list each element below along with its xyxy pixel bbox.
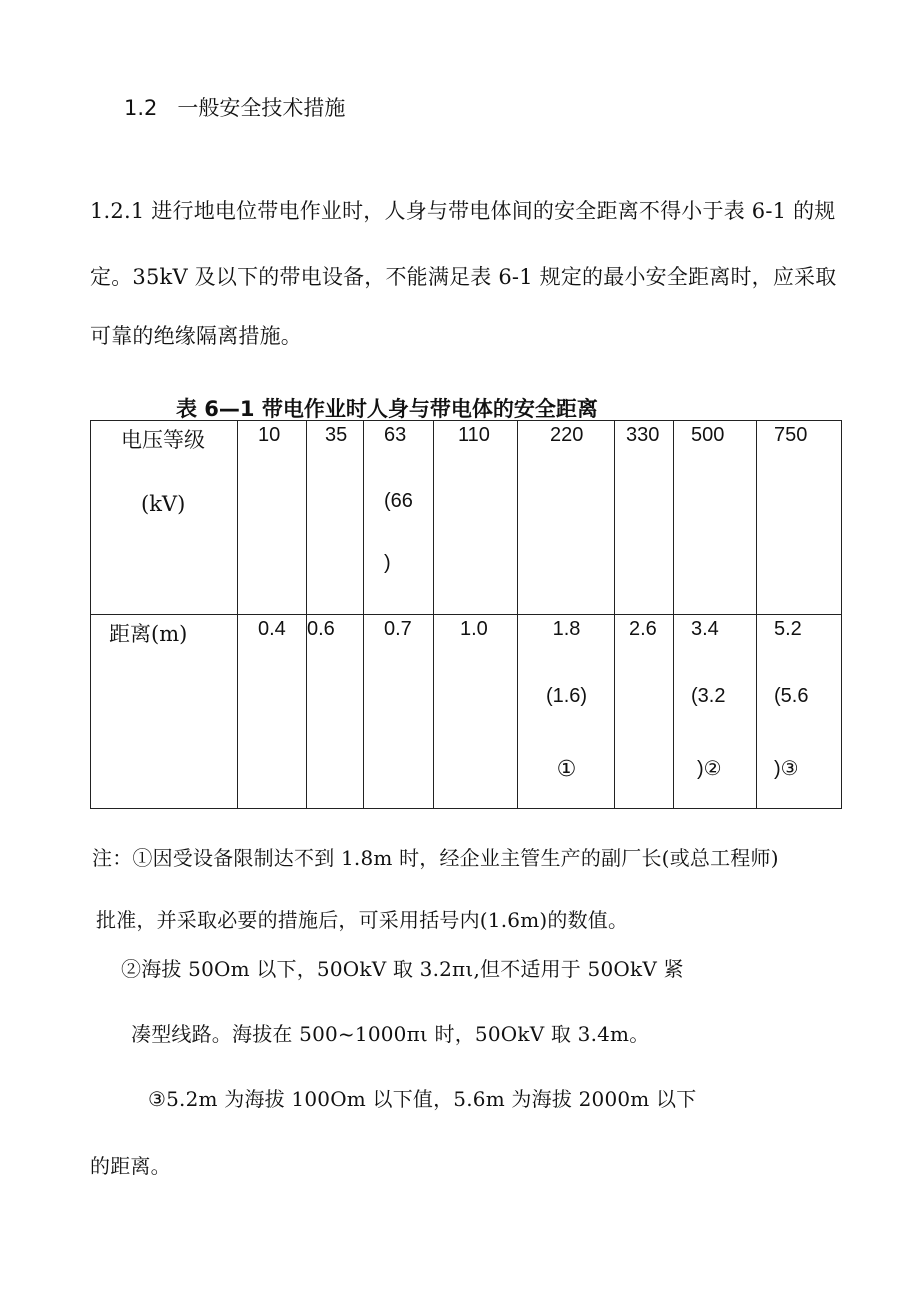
voltage-cell: [674, 421, 757, 615]
voltage-value: 110: [458, 424, 490, 446]
voltage-value: 63: [384, 424, 407, 446]
voltage-value: 10: [258, 424, 281, 446]
note-1-line-1: 注：①因受设备限制达不到 1.8m 时，经企业主管生产的副厂长(或总工程师): [92, 846, 779, 870]
distance-cell: [434, 615, 518, 809]
voltage-label-cell: [91, 421, 238, 615]
voltage-row: [91, 421, 842, 615]
distance-value-alt: (1.6): [545, 685, 588, 707]
distance-value: 2.6: [629, 618, 657, 640]
table-caption: 表 6—1 带电作业时人身与带电体的安全距离: [176, 397, 598, 421]
section-title: 一般安全技术措施: [177, 96, 346, 120]
footnote-mark: )②: [697, 758, 722, 780]
note-1-line-2: 批准，并采取必要的措施后，可采用括号内(1.6m)的数值。: [96, 908, 629, 932]
distance-cell: [615, 615, 674, 809]
distance-label: 距离(m): [109, 622, 188, 646]
footnote-mark: )③: [774, 758, 799, 780]
safety-distance-table: [90, 420, 842, 809]
voltage-cell: [238, 421, 307, 615]
voltage-value: 35: [325, 424, 348, 446]
voltage-cell: [518, 421, 615, 615]
footnote-mark: ①: [556, 756, 577, 781]
paragraph-line-2: 定。35kV 及以下的带电设备，不能满足表 6-1 规定的最小安全距离时，应采取: [90, 265, 837, 289]
distance-cell: [307, 615, 364, 809]
voltage-value: 330: [626, 424, 660, 446]
voltage-cell: [434, 421, 518, 615]
paragraph-line-1: 1.2.1 进行地电位带电作业时，人身与带电体间的安全距离不得小于表 6-1 的规: [90, 199, 836, 223]
distance-value: 1.0: [460, 618, 488, 640]
distance-cell: [238, 615, 307, 809]
note-2-line-1: ②海拔 50Om 以下，50OkV 取 3.2πι,但不适用于 50OkV 紧: [121, 957, 684, 981]
distance-cell: [757, 615, 842, 809]
voltage-cell: [615, 421, 674, 615]
voltage-cell: [757, 421, 842, 615]
section-number: 1.2: [124, 96, 158, 120]
voltage-cell: [307, 421, 364, 615]
distance-value: 3.4: [691, 618, 719, 640]
voltage-value-alt-close: ): [384, 552, 391, 574]
paragraph-line-3: 可靠的绝缘隔离措施。: [90, 324, 302, 348]
voltage-cell: [364, 421, 434, 615]
distance-value: 0.4: [258, 618, 286, 640]
voltage-value: 500: [691, 424, 725, 446]
distance-cell: [518, 615, 615, 809]
distance-value: 0.7: [384, 618, 412, 640]
distance-value: 1.8: [552, 618, 581, 640]
note-2-line-2: 凑型线路。海拔在 500~1000πι 时，50OkV 取 3.4m。: [131, 1022, 650, 1046]
distance-value-alt: (5.6: [774, 685, 809, 707]
voltage-value: 750: [774, 424, 808, 446]
distance-value: 5.2: [774, 618, 802, 640]
voltage-unit: (kV): [141, 492, 186, 516]
distance-value: 0.6: [307, 618, 335, 640]
note-3-line-2: 的距离。: [90, 1154, 171, 1178]
voltage-value: 220: [550, 424, 584, 446]
distance-value-alt: (3.2: [691, 685, 726, 707]
note-3-line-1: ③5.2m 为海拔 100Om 以下值，5.6m 为海拔 2000m 以下: [148, 1087, 697, 1111]
voltage-value-alt: (66: [384, 490, 413, 512]
distance-cell: [364, 615, 434, 809]
distance-label-cell: [91, 615, 238, 809]
distance-row: [91, 615, 842, 809]
section-heading: [124, 92, 345, 122]
distance-cell: [674, 615, 757, 809]
voltage-label: 电压等级: [121, 428, 205, 452]
